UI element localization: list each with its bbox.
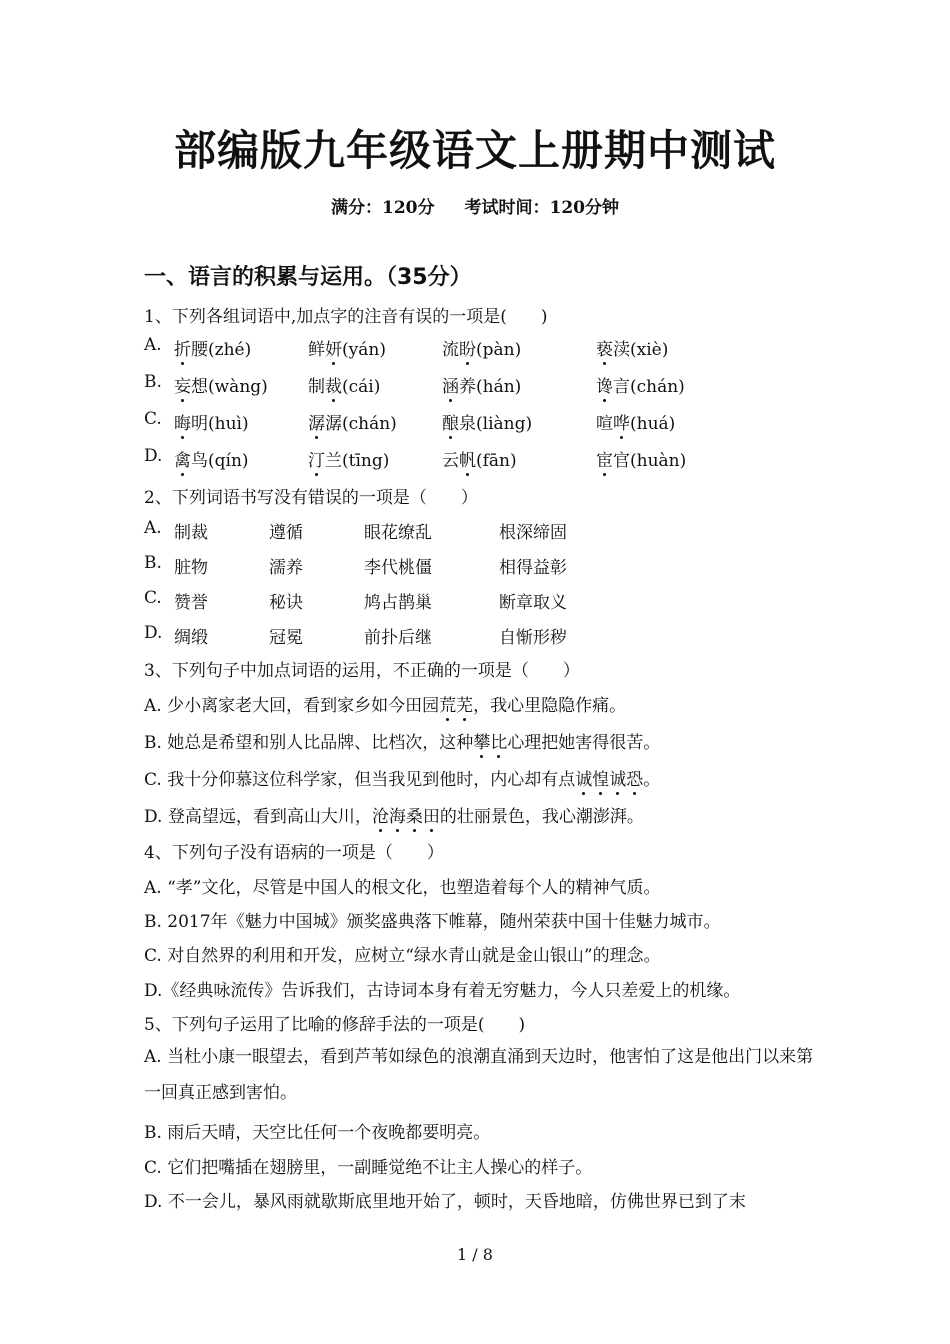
question-stem: 1、下列各组词语中,加点字的注音有误的一项是( ) <box>144 307 548 327</box>
word-text: 养(hán) <box>459 377 522 397</box>
word-text: 官(huàn) <box>613 451 687 471</box>
option-sentence <box>144 728 660 753</box>
option-word: 相得益彰 <box>499 558 567 578</box>
option-word: 秘诀 <box>269 593 303 613</box>
dotted-character: 亵 <box>596 340 613 360</box>
word-text: 鸟(qín) <box>191 451 249 471</box>
dotted-phrase <box>372 807 440 827</box>
full-score: 满分：120分 <box>331 198 435 218</box>
dotted-character: 惶 <box>592 770 610 790</box>
dotted-character: 妍 <box>325 340 342 360</box>
word-text: 鲜 <box>308 340 325 360</box>
option-word <box>174 335 251 360</box>
word-text: 渎(xiè) <box>613 340 669 360</box>
option-sentence: D. 不一会儿，暴风雨就歇斯底里地开始了，顿时，天昏地暗，仿佛世界已到了末 <box>144 1192 746 1212</box>
option-word: 冠冕 <box>269 628 303 648</box>
option-word <box>442 372 521 397</box>
exam-info <box>0 193 950 218</box>
word-text: (fān) <box>476 451 517 471</box>
word-text: 制 <box>308 377 325 397</box>
exam-time: 考试时间：120分钟 <box>464 198 619 218</box>
option-sentence: D.《经典咏流传》告诉我们，古诗词本身有着无穷魅力，今人只差爱上的机缘。 <box>144 981 741 1001</box>
word-text: 想(wàng) <box>191 377 268 397</box>
dotted-character: 海 <box>388 807 406 827</box>
option-label: B. <box>144 553 162 573</box>
option-row <box>144 623 824 649</box>
option-sentence: A. “孝”文化，尽管是中国人的根文化，也塑造着每个人的精神气质。 <box>144 878 661 898</box>
sentence-text: A. 少小离家老大回，看到家乡如今田园 <box>144 696 440 716</box>
question-stem: 5、下列句子运用了比喻的修辞手法的一项是( ) <box>144 1015 526 1035</box>
option-sentence: B. 雨后天晴，天空比任何一个夜晚都要明亮。 <box>144 1123 491 1143</box>
option-sentence <box>144 802 644 827</box>
dotted-character: 酿 <box>442 414 459 434</box>
option-word <box>308 409 397 434</box>
word-text: (pàn) <box>476 340 522 360</box>
option-word <box>596 446 686 471</box>
option-word <box>308 372 380 397</box>
dotted-character: 荒 <box>439 696 457 716</box>
option-label: D. <box>144 446 163 466</box>
sentence-text: 。 <box>643 770 661 790</box>
option-label: B. <box>144 372 162 392</box>
dotted-character: 折 <box>174 340 191 360</box>
word-text: (yán) <box>342 340 386 360</box>
option-word: 遵循 <box>269 523 303 543</box>
option-word <box>442 446 517 471</box>
option-word <box>174 446 249 471</box>
word-text: 明(huì) <box>191 414 249 434</box>
sentence-text: 心理把她害得很苦。 <box>507 733 661 753</box>
question-stem: 4、下列句子没有语病的一项是（ ） <box>144 843 444 863</box>
dotted-character: 比 <box>490 733 508 753</box>
option-sentence: B. 2017年《魅力中国城》颁奖盛典落下帷幕，随州荣获中国十佳魅力城市。 <box>144 912 721 932</box>
dotted-character: 谗 <box>596 377 613 397</box>
option-word <box>596 335 668 360</box>
dotted-character: 潺 <box>308 414 325 434</box>
sentence-text: D. 登高望远，看到高山大川， <box>144 807 372 827</box>
option-word: 鸠占鹊巢 <box>364 593 432 613</box>
dotted-phrase <box>575 770 643 790</box>
option-sentence: C. 对自然界的利用和开发，应树立“绿水青山就是金山银山”的理念。 <box>144 946 661 966</box>
word-text: (huá) <box>630 414 676 434</box>
option-sentence: A. 当杜小康一眼望去，看到芦苇如绿色的浪潮直涌到天边时，他害怕了这是他出门以来第一回真正感到害怕。 <box>144 1047 814 1103</box>
option-word <box>596 372 685 397</box>
option-sentence: C. 它们把嘴插在翅膀里，一副睡觉绝不让主人操心的样子。 <box>144 1158 593 1178</box>
dotted-character: 芜 <box>456 696 474 716</box>
sentence-text: ，我心里隐隐作痛。 <box>473 696 627 716</box>
dotted-character: 恐 <box>626 770 644 790</box>
dotted-character: 攀 <box>473 733 491 753</box>
option-word <box>308 335 386 360</box>
word-text: 言(chán) <box>613 377 685 397</box>
option-sentence <box>144 691 626 716</box>
dotted-character: 田 <box>422 807 440 827</box>
dotted-character: 禽 <box>174 451 191 471</box>
dotted-character: 沧 <box>371 807 389 827</box>
option-row <box>144 372 824 398</box>
option-row <box>144 553 824 579</box>
word-text: 云 <box>442 451 459 471</box>
option-row <box>144 446 824 472</box>
dotted-character: 诚 <box>609 770 627 790</box>
word-text: 流 <box>442 340 459 360</box>
option-label: C. <box>144 409 162 429</box>
option-word <box>442 409 532 434</box>
option-sentence <box>144 765 660 790</box>
dotted-character: 晦 <box>174 414 191 434</box>
option-word: 赞誉 <box>174 593 208 613</box>
dotted-character: 哗 <box>613 414 630 434</box>
option-label: C. <box>144 588 162 608</box>
dotted-character: 帆 <box>459 451 476 471</box>
word-text: 泉(liàng) <box>459 414 533 434</box>
word-text: 潺(chán) <box>325 414 397 434</box>
dotted-character: 宦 <box>596 451 613 471</box>
option-word: 绸缎 <box>174 628 208 648</box>
option-word: 根深缔固 <box>499 523 567 543</box>
option-word: 断章取义 <box>499 593 567 613</box>
option-word: 自惭形秽 <box>499 628 567 648</box>
option-row <box>144 518 824 544</box>
option-word: 制裁 <box>174 523 208 543</box>
option-word: 脏物 <box>174 558 208 578</box>
dotted-character: 桑 <box>405 807 423 827</box>
question-stem: 3、下列句子中加点词语的运用，不正确的一项是（ ） <box>144 661 580 681</box>
word-text: 喧 <box>596 414 613 434</box>
dotted-character: 涵 <box>442 377 459 397</box>
option-word: 前扑后继 <box>364 628 432 648</box>
option-word <box>174 372 268 397</box>
option-word <box>174 409 249 434</box>
page-title: 部编版九年级语文上册期中测试 <box>173 126 776 175</box>
option-word: 李代桃僵 <box>364 558 432 578</box>
word-text: 兰(tīng) <box>325 451 390 471</box>
option-row <box>144 409 824 435</box>
option-word: 眼花缭乱 <box>364 523 432 543</box>
option-row <box>144 588 824 614</box>
option-word: 濡养 <box>269 558 303 578</box>
dotted-character: 裁 <box>325 377 342 397</box>
option-word <box>442 335 521 360</box>
word-text: (cái) <box>342 377 381 397</box>
sentence-text: C. 我十分仰慕这位科学家，但当我见到他时，内心却有点 <box>144 770 576 790</box>
dotted-phrase <box>439 696 473 716</box>
question-stem: 2、下列词语书写没有错误的一项是（ ） <box>144 488 478 508</box>
section-heading: 一、语言的积累与运用。（35分） <box>144 265 472 290</box>
option-label: A. <box>144 518 162 538</box>
word-text: 腰(zhé) <box>191 340 252 360</box>
page-number: 1 / 8 <box>457 1245 493 1264</box>
dotted-character: 汀 <box>308 451 325 471</box>
option-word <box>308 446 389 471</box>
dotted-character: 盼 <box>459 340 476 360</box>
option-label: D. <box>144 623 163 643</box>
dotted-character: 诚 <box>575 770 593 790</box>
option-label: A. <box>144 335 162 355</box>
dotted-character: 妄 <box>174 377 191 397</box>
option-word <box>596 409 675 434</box>
option-row <box>144 335 824 361</box>
sentence-text: 的壮丽景色，我心潮澎湃。 <box>439 807 644 827</box>
sentence-text: B. 她总是希望和别人比品牌、比档次，这种 <box>144 733 474 753</box>
dotted-phrase <box>473 733 507 753</box>
